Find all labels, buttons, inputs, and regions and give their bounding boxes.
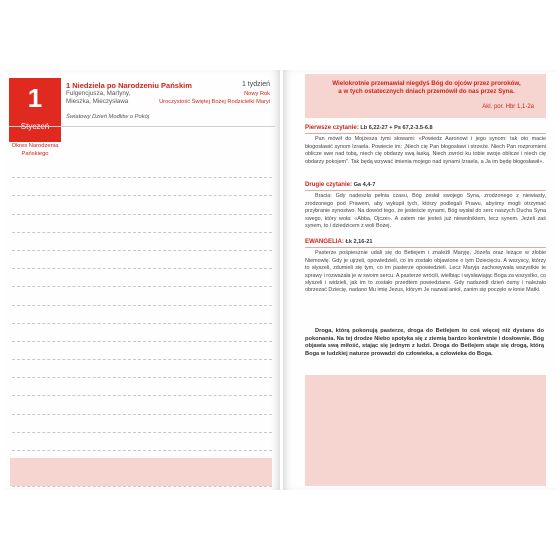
second-reading (305, 181, 546, 230)
quote-text (313, 80, 540, 96)
writing-line[interactable] (12, 215, 272, 233)
feast-block (150, 90, 270, 106)
writing-line[interactable] (12, 396, 272, 414)
writing-line[interactable] (12, 233, 272, 251)
right-pink-block (305, 375, 546, 486)
date-box (9, 78, 61, 142)
left-pink-block (10, 458, 272, 486)
name-days: Fulgencjusza, Martyny, Mieszka, Mieczysława (66, 90, 131, 105)
gospel-heading: EWANGELIA: (305, 238, 344, 245)
writing-line[interactable] (12, 433, 272, 451)
writing-line[interactable] (12, 269, 272, 287)
day-title: 1 Niedziela po Narodzeniu Pańskim (66, 81, 192, 90)
reading-divider (305, 190, 546, 191)
writing-line[interactable] (12, 287, 272, 305)
second-reading-ref: Ga 4,4-7 (353, 182, 376, 188)
week-number: 1 tydzień (241, 81, 270, 88)
new-year-label: Nowy Rok (244, 91, 270, 97)
gospel (305, 238, 546, 295)
writing-line[interactable] (12, 415, 272, 433)
reading-divider (305, 247, 546, 248)
first-reading (305, 124, 546, 166)
gospel-text: Pasterze pośpiesznie udali się do Betlejem i znaleźli Maryję, Józefa oraz leżące w żłobie Niemowlę. Gdy je ujrzeli, opowiedzieli, co im zostało objawione o tym Dziecięciu. A wszyscy, którzy to słyszeli, zdumieli się tym, co im pasterze opowiedzieli. Lecz Maryja zachowywała wszystkie te sprawy i rozważała je w swoim sercu. A pasterze wrócili, wielbiąc i wysławiając Boga za wszystko, co słyszeli i widzieli, jak im to zostało przedtem powiedziane. Gdy nadszedł dzień ósmy i należało obrzezać Dziecię, nadano Mu imię Jezus, którym Je nazwał anioł, zanim się poczęło w łonie Matki. (305, 250, 546, 294)
planner-spread (4, 70, 556, 490)
gospel-ref: Łk 2,16-21 (345, 239, 373, 245)
first-reading-ref: Lb 6,22-27 + Ps 67,2-3.5-6.8 (360, 125, 433, 131)
writing-line[interactable] (12, 324, 272, 342)
header-divider (9, 126, 275, 127)
writing-line[interactable] (12, 178, 272, 196)
quote-reference: Akl. por. Hbr 1,1-2a (482, 104, 534, 110)
feast-label: Uroczystość Świętej Bożej Rodzicielki Maryi (159, 99, 270, 105)
quote-line-1: Wielokrotnie przemawiał niegdyś Bóg do ojców przez proroków, (332, 80, 521, 87)
writing-line[interactable] (12, 378, 272, 396)
writing-line[interactable] (12, 196, 272, 214)
first-reading-heading: Pierwsze czytanie: (305, 124, 359, 131)
writing-line[interactable] (12, 251, 272, 269)
writing-line[interactable] (12, 360, 272, 378)
date-day: 1 (27, 83, 43, 113)
second-reading-heading: Drugie czytanie: (305, 181, 353, 188)
world-day-label: Światowy Dzień Modlitw o Pokój (66, 114, 150, 120)
right-page (283, 70, 556, 490)
writing-lines (12, 160, 272, 487)
writing-line[interactable] (12, 342, 272, 360)
quote-line-2: a w tych ostatecznych dniach przemówił do nas przez Syna. (338, 88, 515, 95)
reflection-text: Droga, którą pokonują pasterze, droga do Betlejem to coś więcej niż dystans do pokonania. Na tej drodze Niebo spotyka się z ziemią bardzo konkretnie i dosłownie. Bóg objawia swą miłość, stając się jednym z ludzi. Droga do Betlejem staje się drogą, którą Boga w ludzkiej naturze prowadzi do człowieka, a człowieka do Boga. (305, 328, 544, 357)
writing-line[interactable] (12, 160, 272, 178)
left-page (4, 70, 280, 490)
reading-divider (305, 133, 546, 134)
liturgical-season: Okres Narodzenia Pańskiego (11, 143, 59, 157)
first-reading-text: Pan mówił do Mojżesza tymi słowami: «Powiedz Aaronowi i jego synom: tak oto macie błogosławić synom Izraela. Powiecie im: „Niech cię Pan błogosławi i strzeże. Niech Pan rozpromieni oblicze swe nad tobą, niech cię obdarzy swą łaską. Niech zwróci ku tobie swoje oblicze i niech cię obdarzy pokojem". Tak będą wzywać imienia mojego nad synami Izraela, a Ja im będę błogosławił». (305, 136, 546, 165)
writing-line[interactable] (12, 306, 272, 324)
second-reading-text: Bracia: Gdy nadeszła pełnia czasu, Bóg zesłał swojego Syna, zrodzonego z niewiasty, zrodzonego pod Prawem, aby wykupił tych, którzy podlegali Prawu, abyśmy mogli otrzymać przybranie synostwo. Na dowód tego, że jesteście synami, Bóg wysłał do serc naszych Ducha Syna swego, który woła: «Abba, Ojcze». A zatem nie jesteś już niewolnikiem, lecz synem. Jeżeli zaś synem, to i dziedzicem z woli Bożej. (305, 193, 546, 230)
